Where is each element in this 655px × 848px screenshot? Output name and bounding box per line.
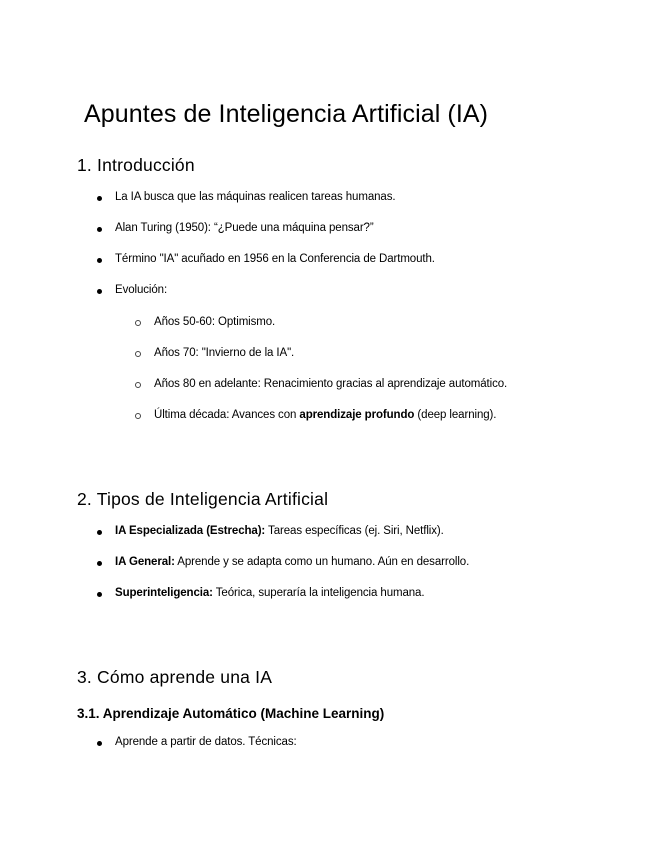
list-item (115, 587, 424, 599)
sub-list-item-text: Años 80 en adelante: Renacimiento gracias al aprendizaje automático. (154, 378, 508, 390)
bullet-icon (97, 258, 102, 263)
bold-term: IA General: (115, 556, 175, 568)
sub-list-item-text: Años 70: "Invierno de la IA". (154, 347, 295, 359)
hollow-bullet-icon (135, 351, 141, 357)
bullet-icon (97, 227, 102, 232)
sub-list-item (154, 409, 496, 421)
bullet-icon (97, 530, 102, 535)
list-item-text: Evolución: (115, 284, 168, 296)
subsection-heading-machine-learning: 3.1. Aprendizaje Automático (Machine Learning) (77, 706, 385, 721)
list-item-text: Aprende y se adapta como un humano. Aún en desarrollo. (174, 556, 470, 568)
bullet-icon (97, 741, 102, 746)
sub-list-item (154, 378, 507, 390)
hollow-bullet-icon (135, 413, 141, 419)
list-item (115, 253, 435, 265)
list-item-text: Alan Turing (1950): “¿Puede una máquina pensar?” (115, 222, 374, 234)
bold-term: Superinteligencia: (115, 587, 213, 599)
list-item-text: Término "IA" acuñado en 1956 en la Conferencia de Dartmouth. (115, 253, 435, 265)
hollow-bullet-icon (135, 382, 141, 388)
section-heading-como-aprende: 3. Cómo aprende una IA (77, 667, 273, 687)
section-heading-tipos: 2. Tipos de Inteligencia Artificial (77, 489, 329, 509)
list-item (115, 284, 167, 296)
list-item-text: Aprende a partir de datos. Técnicas: (115, 736, 297, 748)
list-item-text: Tareas específicas (ej. Siri, Netflix). (265, 525, 444, 537)
document-title: Apuntes de Inteligencia Artificial (IA) (84, 100, 489, 128)
bullet-icon (97, 196, 102, 201)
list-item-text: La IA busca que las máquinas realicen tareas humanas. (115, 191, 396, 203)
list-item (115, 191, 395, 203)
hollow-bullet-icon (135, 320, 141, 326)
bullet-icon (97, 561, 102, 566)
list-item-text: Teórica, superaría la inteligencia humana. (212, 587, 425, 599)
list-item (115, 525, 444, 537)
bullet-icon (97, 289, 102, 294)
bold-term: aprendizaje profundo (299, 409, 415, 421)
sub-list-item-text: Última década: Avances con (154, 409, 300, 421)
list-item (115, 222, 374, 234)
sub-list-item (154, 347, 294, 359)
sub-list-item (154, 316, 275, 328)
sub-list-item-text: Años 50-60: Optimismo. (154, 316, 276, 328)
section-heading-introduccion: 1. Introducción (77, 155, 195, 175)
bullet-icon (97, 592, 102, 597)
bold-term: IA Especializada (Estrecha): (115, 525, 266, 537)
list-item (115, 736, 297, 748)
sub-list-item-text: (deep learning). (414, 409, 497, 421)
list-item (115, 556, 469, 568)
